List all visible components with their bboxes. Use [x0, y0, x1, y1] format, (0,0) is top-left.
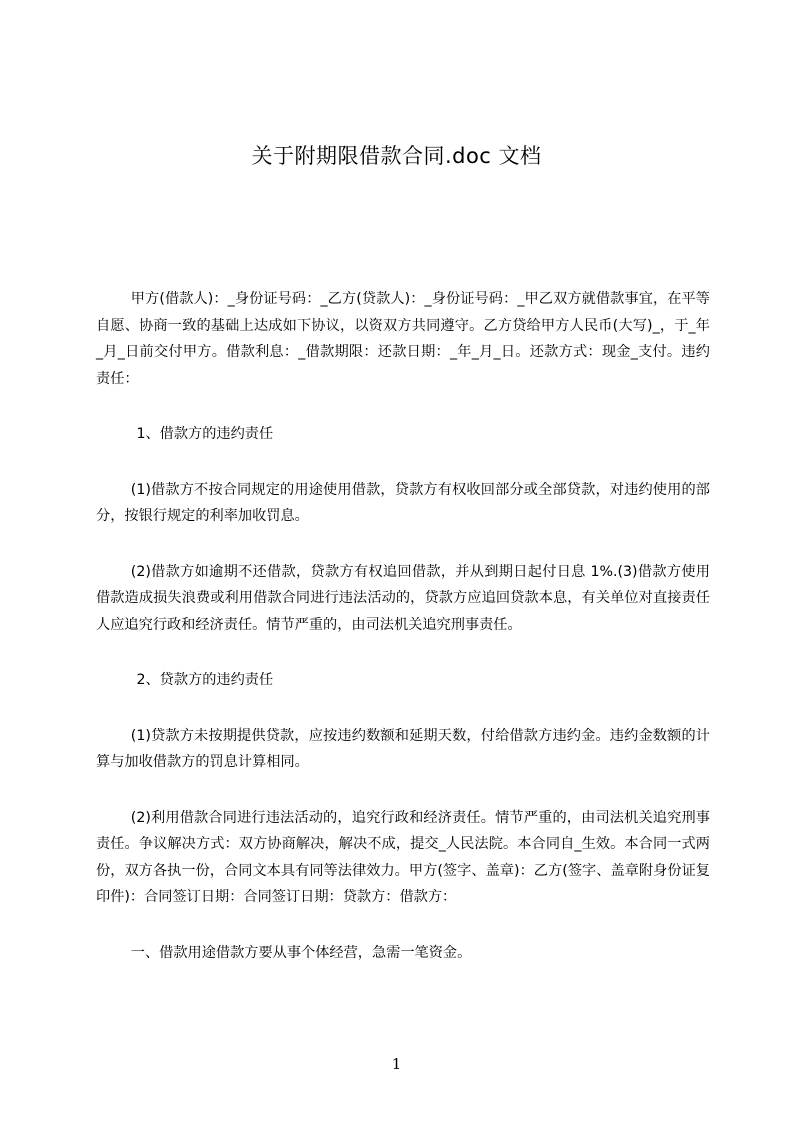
document-title: 关于附期限借款合同.doc 文档 [251, 144, 542, 168]
paragraph-parties: 甲方(借款人)：_身份证号码：_乙方(贷款人)：_身份证号码：_甲乙双方就借款事宜，在平等自愿、协商一致的基础上达成如下协议，以资双方共同遵守。乙方贷给甲方人民币(大写)_，于_年_月_日前交付甲方。借款利息：_借款期限：还款日期：_年_月_日。还款方式：现金_支付。违约责任： [96, 291, 710, 387]
paragraph-loan-purpose: 一、借款用途借款方要从事个体经营，急需一笔资金。 [130, 944, 472, 961]
paragraph-lender-clause-1: (1)贷款方未按期提供贷款，应按违约数额和延期天数，付给借款方违约金。违约金数额的计算与加收借款方的罚息计算相同。 [96, 727, 710, 770]
paragraph-borrower-clause-2-3: (2)借款方如逾期不还借款，贷款方有权追回借款，并从到期日起付日息 1%.(3)借款方使用借款造成损失浪费或利用借款合同进行违法活动的，贷款方应追回贷款本息，有关单位对直接责任人应追究行政和经济责任。情节严重的，由司法机关追究刑事责任。 [96, 563, 710, 633]
section-heading-lender-liability: 2、贷款方的违约责任 [136, 672, 274, 688]
page-number: 1 [391, 1055, 402, 1073]
section-heading-borrower-liability: 1、借款方的违约责任 [136, 426, 274, 442]
document-body [96, 286, 710, 995]
paragraph-borrower-clause-1: (1)借款方不按合同规定的用途使用借款，贷款方有权收回部分或全部贷款，对违约使用的部分，按银行规定的利率加收罚息。 [96, 481, 710, 524]
paragraph-lender-clause-2: (2)利用借款合同进行违法活动的，追究行政和经济责任。情节严重的，由司法机关追究刑事责任。争议解决方式：双方协商解决，解决不成，提交_人民法院。本合同自_生效。本合同一式两份，双方各执一份，合同文本具有同等法律效力。甲方(签字、盖章)：乙方(签字、盖章附身份证复印件)：合同签订日期：合同签订日期：贷款方：借款方： [96, 809, 710, 905]
